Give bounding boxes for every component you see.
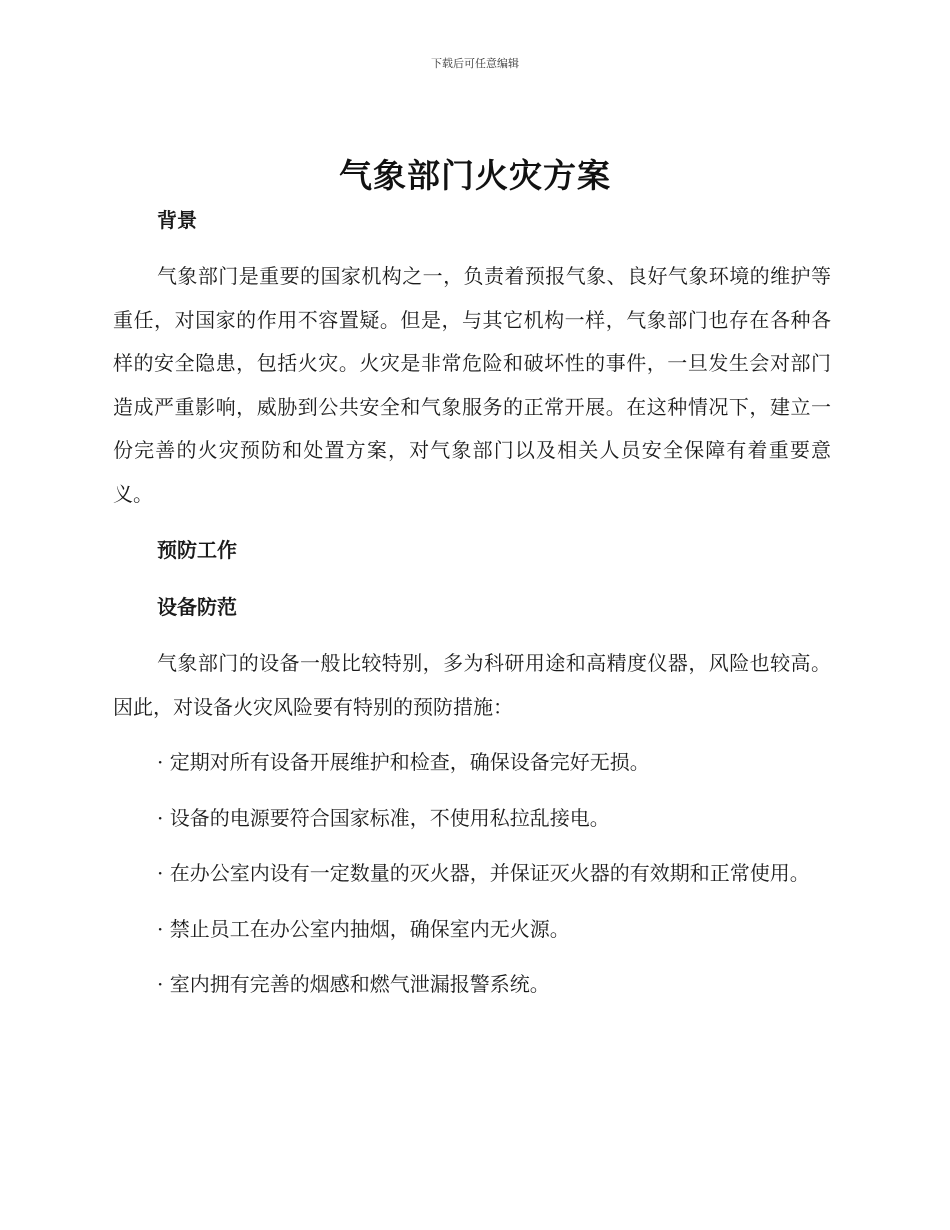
bullet-item: · 设备的电源要符合国家标准，不使用私拉乱接电。 <box>157 805 610 830</box>
bullet-item: · 室内拥有完善的烟感和燃气泄漏报警系统。 <box>157 972 550 996</box>
header-note: 下载后可任意编辑 <box>431 57 519 70</box>
paragraph-equipment: 气象部门的设备一般比较特别，多为科研用途和高精度仪器，风险也较高。因此，对设备火灾风险要有特别的预防措施： <box>113 651 831 719</box>
heading-background: 背景 <box>157 208 197 232</box>
document-title: 气象部门火灾方案 <box>339 156 611 195</box>
heading-prevention: 预防工作 <box>157 538 237 562</box>
bullet-item: · 定期对所有设备开展维护和检查，确保设备完好无损。 <box>157 750 650 774</box>
bullet-item: · 禁止员工在办公室内抽烟，确保室内无火源。 <box>157 916 570 941</box>
paragraph-background: 气象部门是重要的国家机构之一，负责着预报气象、良好气象环境的维护等重任，对国家的作用不容置疑。但是，与其它机构一样，气象部门也存在各种各样的安全隐患，包括火灾。火灾是非常危险和破坏性的事件，一旦发生会对部门造成严重影响，威胁到公共安全和气象服务的正常开展。在这种情况下，建立一份完善的火灾预防和处置方案，对气象部门以及相关人员安全保障有着重要意义。 <box>113 264 831 506</box>
heading-equipment: 设备防范 <box>157 595 237 619</box>
document-body <box>113 198 831 1007</box>
bullet-item: · 在办公室内设有一定数量的灭火器，并保证灭火器的有效期和正常使用。 <box>157 861 810 885</box>
